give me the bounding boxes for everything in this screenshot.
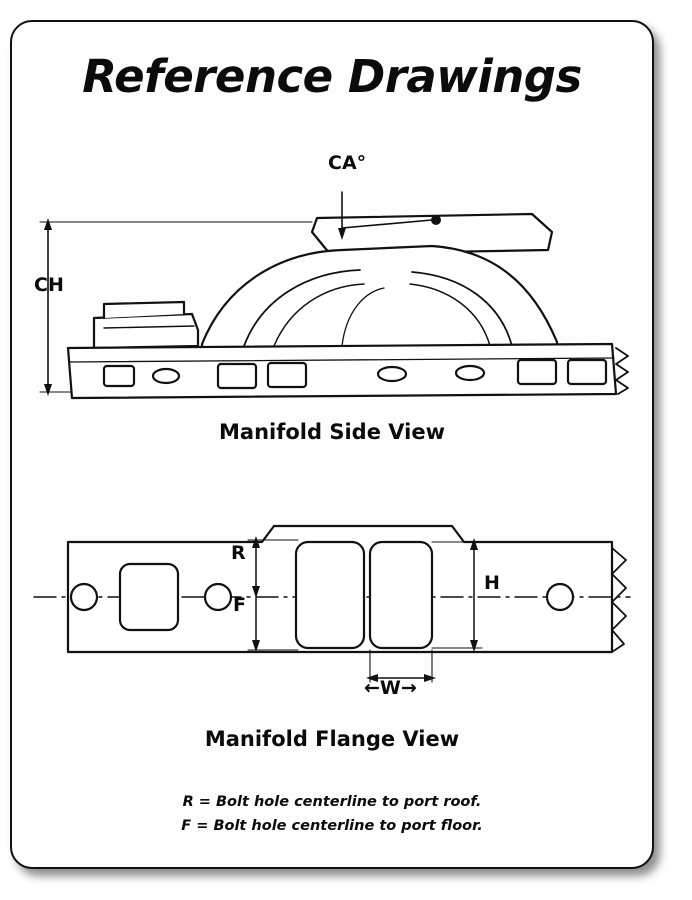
manifold-side-view-drawing — [12, 132, 652, 422]
caption-manifold-side-view: Manifold Side View — [219, 420, 445, 444]
legend-line-f: F = Bolt hole centerline to port floor. — [181, 818, 483, 834]
dimension-label-w: ←W→ — [364, 677, 417, 699]
dimension-label-f: F — [233, 594, 246, 616]
page-title: Reference Drawings — [82, 50, 582, 103]
dimension-label-ch: CH — [34, 274, 64, 296]
legend-line-r: R = Bolt hole centerline to port roof. — [182, 794, 482, 810]
caption-manifold-flange-view: Manifold Flange View — [204, 727, 460, 751]
manifold-flange-view-drawing — [12, 492, 652, 722]
dimension-label-r: R — [231, 542, 246, 564]
dimension-label-ca: CA° — [328, 152, 367, 174]
reference-drawings-card — [10, 20, 654, 869]
dimension-label-h: H — [484, 572, 500, 594]
